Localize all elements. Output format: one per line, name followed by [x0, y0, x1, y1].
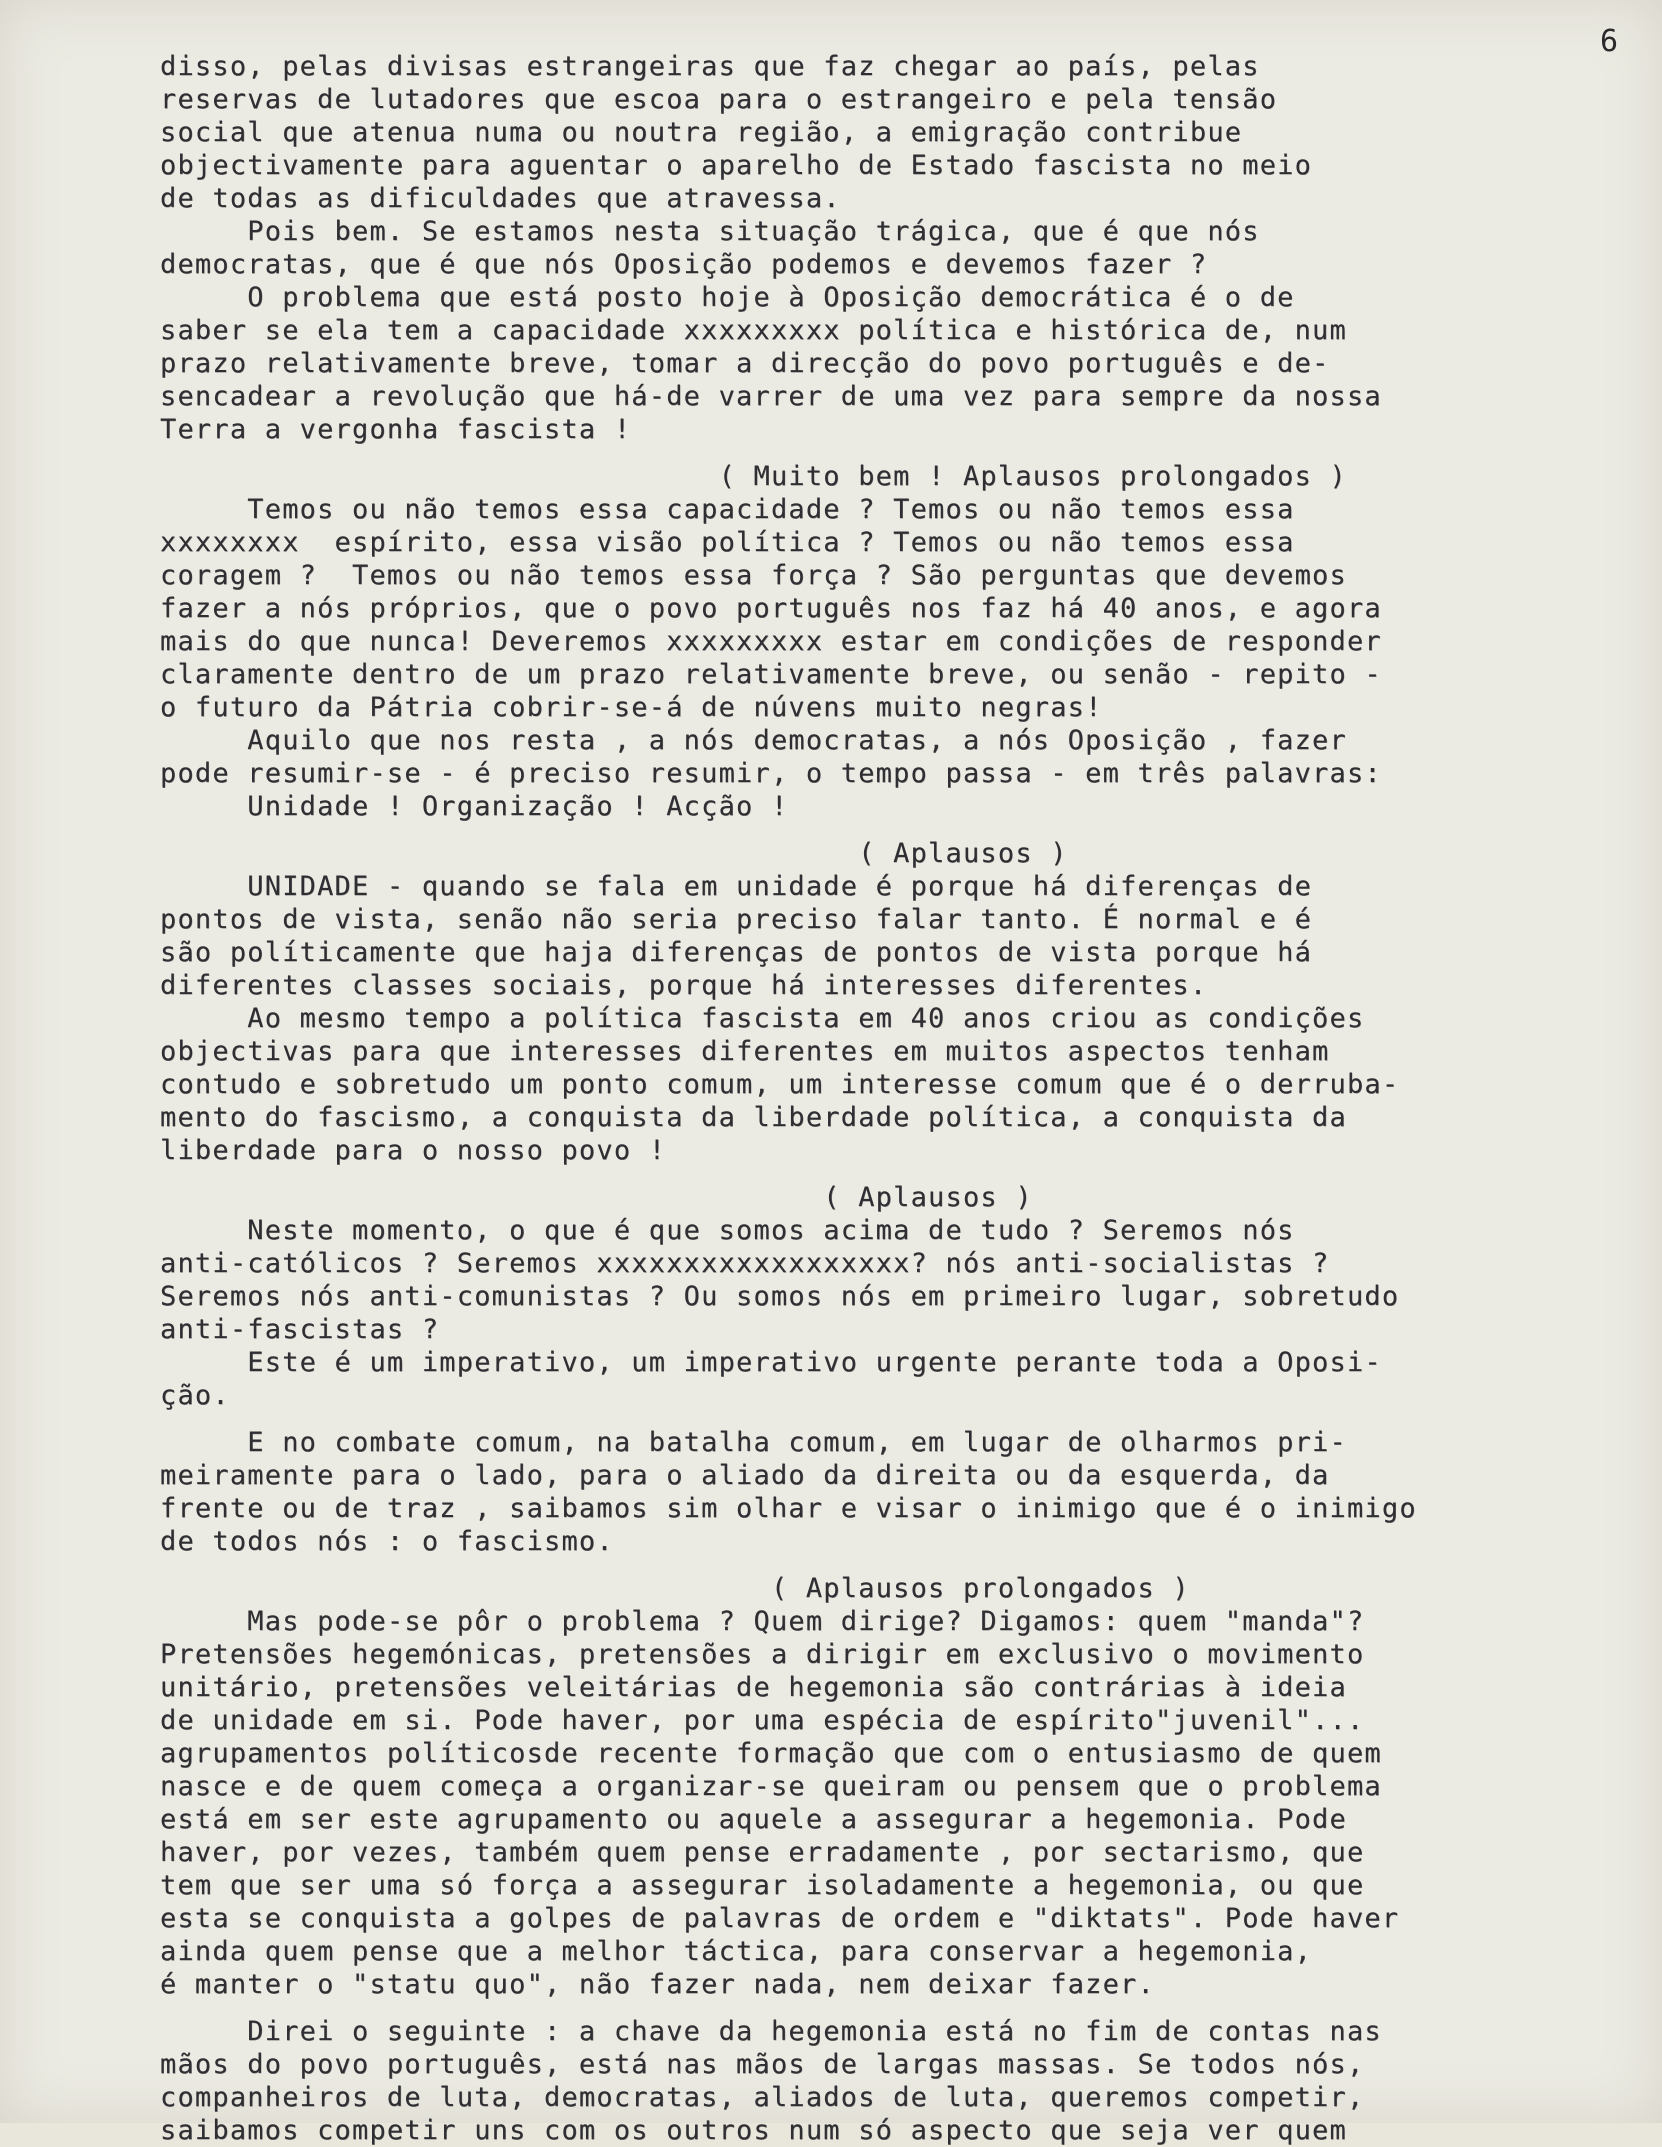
text-line: de unidade em si. Pode haver, por uma espécia de espírito"juvenil"... [160, 1705, 1365, 1736]
text-line: prazo relativamente breve, tomar a direcção do povo português e de- [160, 348, 1330, 379]
text-line: unitário, pretensões veleitárias de hegemonia são contrárias à ideia [160, 1672, 1347, 1703]
text-line: contudo e sobretudo um ponto comum, um interesse comum que é o derruba- [160, 1069, 1400, 1100]
text-line: ção. [160, 1380, 230, 1411]
text-line: sencadear a revolução que há-de varrer de uma vez para sempre da nossa [160, 381, 1382, 412]
text-line: objectivas para que interesses diferentes em muitos aspectos tenham [160, 1036, 1330, 1067]
text-line: mais do que nunca! Deveremos xxxxxxxxx estar em condições de responder [160, 626, 1382, 657]
page-body [160, 50, 1620, 2147]
text-line: ( Aplausos prolongados ) [160, 1573, 1190, 1604]
text-line: de todas as dificuldades que atravessa. [160, 183, 841, 214]
text-line: ainda quem pense que a melhor táctica, para conservar a hegemonia, [160, 1936, 1313, 1967]
text-line: Seremos nós anti-comunistas ? Ou somos nós em primeiro lugar, sobretudo [160, 1281, 1400, 1312]
text-line: diferentes classes sociais, porque há interesses diferentes. [160, 970, 1208, 1001]
text-line: claramente dentro de um prazo relativamente breve, ou senão - repito - [160, 659, 1382, 690]
text-line: companheiros de luta, democratas, aliados de luta, queremos competir, [160, 2082, 1365, 2113]
text-line: Pretensões hegemónicas, pretensões a dirigir em exclusivo o movimento [160, 1639, 1365, 1670]
text-line: O problema que está posto hoje à Oposição democrática é o de [160, 282, 1295, 313]
text-line: é manter o "statu quo", não fazer nada, nem deixar fazer. [160, 1969, 1155, 2000]
text-line: Direi o seguinte : a chave da hegemonia está no fim de contas nas [160, 2016, 1382, 2047]
text-line: meiramente para o lado, para o aliado da direita ou da esquerda, da [160, 1460, 1330, 1491]
text-line: democratas, que é que nós Oposição podemos e devemos fazer ? [160, 249, 1208, 280]
text-line: mãos do povo português, está nas mãos de largas massas. Se todos nós, [160, 2049, 1365, 2080]
text-line: UNIDADE - quando se fala em unidade é porque há diferenças de [160, 871, 1313, 902]
text-line: ( Muito bem ! Aplausos prolongados ) [160, 461, 1347, 492]
text-line: mento do fascismo, a conquista da liberdade política, a conquista da [160, 1102, 1347, 1133]
text-line: Ao mesmo tempo a política fascista em 40 anos criou as condições [160, 1003, 1365, 1034]
text-line: esta se conquista a golpes de palavras de ordem e "diktats". Pode haver [160, 1903, 1400, 1934]
text-line: liberdade para o nosso povo ! [160, 1135, 667, 1166]
text-line: de todos nós : o fascismo. [160, 1526, 614, 1557]
text-line: anti-católicos ? Seremos xxxxxxxxxxxxxxxxxx? nós anti-socialistas ? [160, 1248, 1330, 1279]
text-line: coragem ? Temos ou não temos essa força ? São perguntas que devemos [160, 560, 1347, 591]
text-line: Neste momento, o que é que somos acima de tudo ? Seremos nós [160, 1215, 1295, 1246]
text-line: anti-fascistas ? [160, 1314, 440, 1345]
text-line: nasce e de quem começa a organizar-se queiram ou pensem que o problema [160, 1771, 1382, 1802]
text-line: objectivamente para aguentar o aparelho de Estado fascista no meio [160, 150, 1313, 181]
text-line: pontos de vista, senão não seria preciso falar tanto. É normal e é [160, 904, 1313, 935]
text-line: Este é um imperativo, um imperativo urgente perante toda a Oposi- [160, 1347, 1382, 1378]
text-line: saibamos competir uns com os outros num só aspecto que seja ver quem [160, 2115, 1347, 2146]
page-number: 6 [1600, 24, 1619, 59]
text-line: frente ou de traz , saibamos sim olhar e visar o inimigo que é o inimigo [160, 1493, 1417, 1524]
text-line: Terra a vergonha fascista ! [160, 414, 632, 445]
text-line: o futuro da Pátria cobrir-se-á de núvens muito negras! [160, 692, 1103, 723]
text-line: fazer a nós próprios, que o povo português nos faz há 40 anos, e agora [160, 593, 1382, 624]
text-line: está em ser este agrupamento ou aquele a assegurar a hegemonia. Pode [160, 1804, 1347, 1835]
text-line: E no combate comum, na batalha comum, em lugar de olharmos pri- [160, 1427, 1347, 1458]
text-line: pode resumir-se - é preciso resumir, o tempo passa - em três palavras: [160, 758, 1382, 789]
text-line: Mas pode-se pôr o problema ? Quem dirige? Digamos: quem "manda"? [160, 1606, 1365, 1637]
text-line: ( Aplausos ) [160, 838, 1068, 869]
text-line: ( Aplausos ) [160, 1182, 1033, 1213]
text-line: Temos ou não temos essa capacidade ? Temos ou não temos essa [160, 494, 1295, 525]
text-line: são políticamente que haja diferenças de pontos de vista porque há [160, 937, 1313, 968]
text-line: social que atenua numa ou noutra região, a emigração contribue [160, 117, 1243, 148]
text-line: haver, por vezes, também quem pense erradamente , por sectarismo, que [160, 1837, 1365, 1868]
text-line: reservas de lutadores que escoa para o estrangeiro e pela tensão [160, 84, 1278, 115]
text-line: tem que ser uma só força a assegurar isoladamente a hegemonia, ou que [160, 1870, 1365, 1901]
text-line: xxxxxxxx espírito, essa visão política ? Temos ou não temos essa [160, 527, 1295, 558]
text-line: Pois bem. Se estamos nesta situação trágica, que é que nós [160, 216, 1260, 247]
text-line: Aquilo que nos resta , a nós democratas, a nós Oposição , fazer [160, 725, 1347, 756]
text-line: agrupamentos políticosde recente formação que com o entusiasmo de quem [160, 1738, 1382, 1769]
text-line: saber se ela tem a capacidade xxxxxxxxx política e histórica de, num [160, 315, 1347, 346]
text-line: Unidade ! Organização ! Acção ! [160, 791, 789, 822]
text-line: disso, pelas divisas estrangeiras que faz chegar ao país, pelas [160, 51, 1260, 82]
